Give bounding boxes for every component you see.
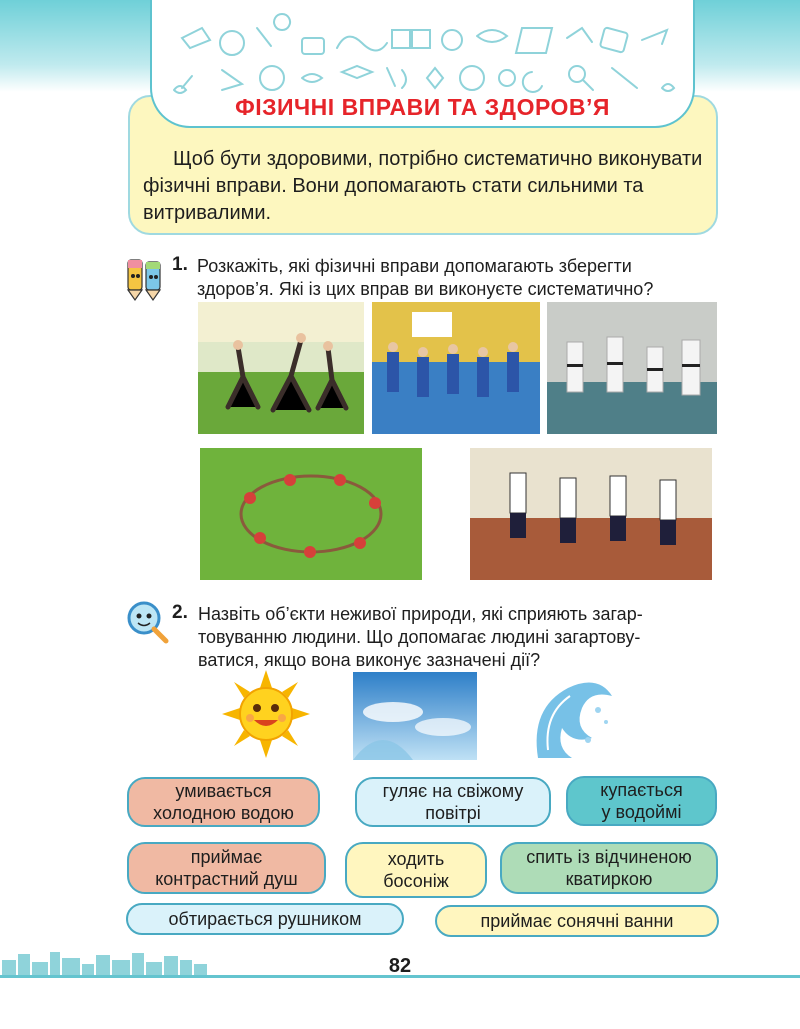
photo-karate-training [547, 302, 717, 434]
phrase-line: холодною водою [153, 803, 294, 823]
photo-classroom-exercise [470, 448, 712, 580]
phrase-box-towel-rub [126, 903, 404, 935]
phrase-line: повітрі [425, 803, 481, 823]
phrase-line: приймає [190, 847, 263, 867]
task-2-line-1: Назвіть об’єкти неживої природи, які сприяють загар- [198, 604, 643, 624]
photo-sky-air [353, 672, 477, 760]
phrase-line: контрастний душ [155, 869, 298, 889]
phrase-line: ходить [387, 849, 445, 869]
task-1-line-2: здоров’я. Які із цих вправ ви виконуєте систематично? [197, 279, 654, 299]
school-doodles-illustration [162, 8, 682, 96]
sun-icon [220, 668, 312, 760]
pencils-mascot-icon [122, 252, 170, 302]
task-2-line-3: ватися, якщо вона виконує зазначені дії? [198, 650, 541, 670]
photo-school-gym-class [372, 302, 540, 434]
page-title: ФІЗИЧНІ ВПРАВИ ТА ЗДОРОВ’Я [235, 94, 610, 120]
phrase-box-sunbathing [435, 905, 719, 937]
page-number: 82 [388, 955, 412, 977]
phrase-box-contrast-shower [127, 842, 326, 894]
phrase-line: купається [600, 780, 683, 800]
phrase-box-swimming [566, 776, 717, 826]
phrase-line: приймає сонячні ванни [480, 911, 674, 931]
task-2-number: 2. [172, 602, 188, 623]
phrase-line: кватиркою [565, 869, 653, 889]
phrase-box-cold-water [127, 777, 320, 827]
phrase-line: у водоймі [601, 802, 682, 822]
phrase-line: умивається [175, 781, 272, 801]
phrase-box-fresh-air [355, 777, 551, 827]
phrase-box-open-window [500, 842, 718, 894]
phrase-box-barefoot [345, 842, 487, 898]
phrase-line: обтирається рушником [168, 909, 362, 929]
header-card [150, 0, 695, 128]
intro-paragraph: Щоб бути здоровими, потрібно систематично виконувати фізичні вправи. Вони допомагають стати сильними та витривалими. [143, 148, 703, 224]
magnifier-mascot-icon [124, 598, 170, 644]
photo-outdoor-yoga [198, 302, 364, 434]
task-1-number: 1. [172, 254, 188, 275]
phrase-line: гуляє на свіжому [382, 781, 524, 801]
phrase-line: спить із відчиненою [526, 847, 692, 867]
water-wave-icon [528, 670, 620, 760]
phrase-line: босоніж [383, 871, 449, 891]
task-1-line-1: Розкажіть, які фізичні вправи допомагають зберегти [197, 256, 632, 276]
task-2-line-2: товуванню людини. Що допомагає людині загартову- [198, 627, 641, 647]
photo-children-circle [200, 448, 422, 580]
city-skyline-icon [2, 950, 207, 978]
